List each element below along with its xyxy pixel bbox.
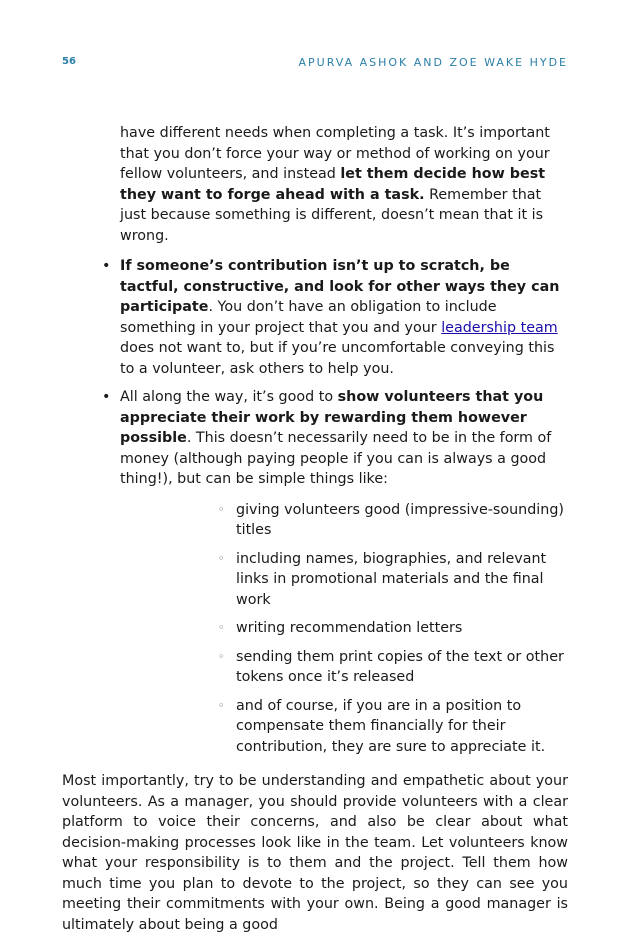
text-span: have different needs when completing a task. It’s important that you don’t force your way or method of working on your fellow volunteers, and instead	[120, 125, 550, 182]
page-number: 56	[62, 56, 76, 67]
list-item	[62, 256, 568, 379]
text-span: All along the way, it’s good to	[120, 389, 338, 405]
sub-bullet-list	[120, 500, 568, 758]
page-header	[62, 56, 568, 72]
bullet-list	[62, 256, 568, 757]
sub-item-text: and of course, if you are in a position to compensate them financially for their contribution, they are sure to appreciate it.	[236, 697, 546, 755]
sub-bullet-marker: ◦	[218, 621, 225, 634]
bullet-marker: •	[102, 258, 111, 274]
bold-span: let them decide how best they want to forge ahead with a task.	[120, 166, 546, 203]
running-title: APURVA ASHOK AND ZOE WAKE HYDE	[298, 56, 568, 69]
leadership-team-link[interactable]: leadership team	[441, 319, 558, 336]
bold-span: show volunteers that you appreciate their work by rewarding them however possible	[120, 389, 544, 446]
final-paragraph: Most importantly, try to be understanding and empathetic about your volunteers. As a manager, you should provide volunteers with a clear platform to voice their concerns, and also be clear about what decision-making processes look like in the team. Let volunteers know what your responsibility is to them and the project. Tell them how much time you plan to devote to the project, so they can see you meeting their commitments with your own. Being a good manager is ultimately about being a good	[62, 773, 568, 933]
text-span: does not want to, but if you’re uncomfortable conveying this to a volunteer, ask others to help you.	[120, 340, 555, 377]
list-item	[62, 387, 568, 757]
sub-item-text: giving volunteers good (impressive-sounding) titles	[236, 501, 564, 538]
sub-item-text: sending them print copies of the text or other tokens once it’s released	[236, 648, 564, 685]
sub-list-item	[120, 500, 568, 541]
sub-item-text: including names, biographies, and relevant links in promotional materials and the final work	[236, 550, 547, 608]
sub-item-text: writing recommendation letters	[236, 620, 463, 636]
sub-list-item	[120, 647, 568, 688]
text-span: Remember that just because something is different, doesn’t mean that it is wrong.	[120, 186, 544, 244]
sub-bullet-marker: ◦	[218, 698, 225, 712]
page-body	[62, 123, 568, 935]
sub-list-item	[120, 549, 568, 611]
sub-bullet-marker: ◦	[218, 649, 225, 663]
text-span: . This doesn’t necessarily need to be in the form of money (although paying people if you can is always a good thing!), but can be simple things like:	[120, 430, 552, 487]
sub-bullet-marker: ◦	[218, 551, 225, 565]
bullet-marker: •	[102, 389, 111, 405]
sub-bullet-marker: ◦	[218, 502, 225, 516]
text-span: . You don’t have an obligation to include something in your project that you and your	[120, 299, 497, 336]
continuation-paragraph	[120, 123, 568, 246]
sub-list-item	[120, 696, 568, 758]
bold-span: If someone’s contribution isn’t up to scratch, be tactful, constructive, and look for other ways they can participate	[120, 258, 560, 315]
sub-list-item	[120, 618, 568, 639]
